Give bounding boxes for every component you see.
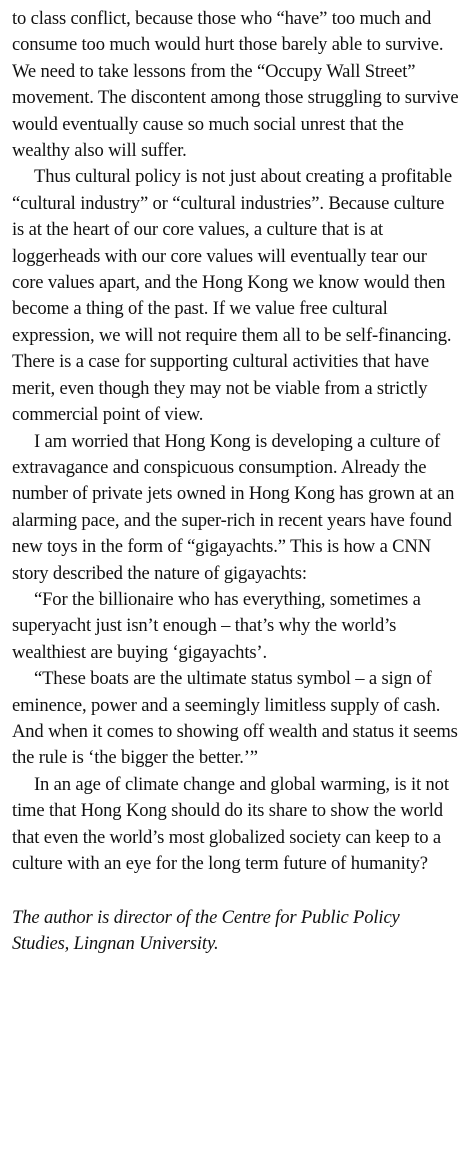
- author-byline: The author is director of the Centre for Public Policy Studies, Lingnan University.: [12, 907, 400, 955]
- article-paragraph: I am worried that Hong Kong is developing a culture of extravagance and conspicuous consumption. Already the number of private jets owned in Hong Kong has grown at an alarming pace, and the super-rich in recent years have found new toys in the form of “gigayachts.” This is how a CNN story described the nature of gigayachts:: [12, 430, 455, 584]
- article-quote-paragraph: “For the billionaire who has everything, sometimes a superyacht just isn’t enough – that’s why the world’s wealthiest are buying ‘gigayachts’.: [12, 588, 421, 663]
- article-paragraph: In an age of climate change and global warming, is it not time that Hong Kong should do its share to show the world that even the world’s most globalized society can keep to a culture with an eye for the long term future of humanity?: [12, 773, 449, 874]
- article-quote-paragraph: “These boats are the ultimate status symbol – a sign of eminence, power and a seemingly limitless supply of cash. And when it comes to showing off wealth and status it seems the rule is ‘the bigger the better.’”: [12, 668, 458, 769]
- article-paragraph: to class conflict, because those who “have” too much and consume too much would hurt those barely able to survive. We need to take lessons from the “Occupy Wall Street” movement. The discontent among those struggling to survive would eventually cause so much social unrest that the wealthy also will suffer.: [12, 8, 459, 162]
- article-paragraph: Thus cultural policy is not just about creating a profitable “cultural industry” or “cultural industries”. Because culture is at the heart of our core values, a culture that is at loggerheads with our core values will eventually tear our core values apart, and the Hong Kong we know would then become a thing of the past. If we value free cultural expression, we will not require them all to be self-financing. There is a case for supporting cultural activities that have merit, even though they may not be viable from a strictly commercial point of view.: [12, 166, 453, 426]
